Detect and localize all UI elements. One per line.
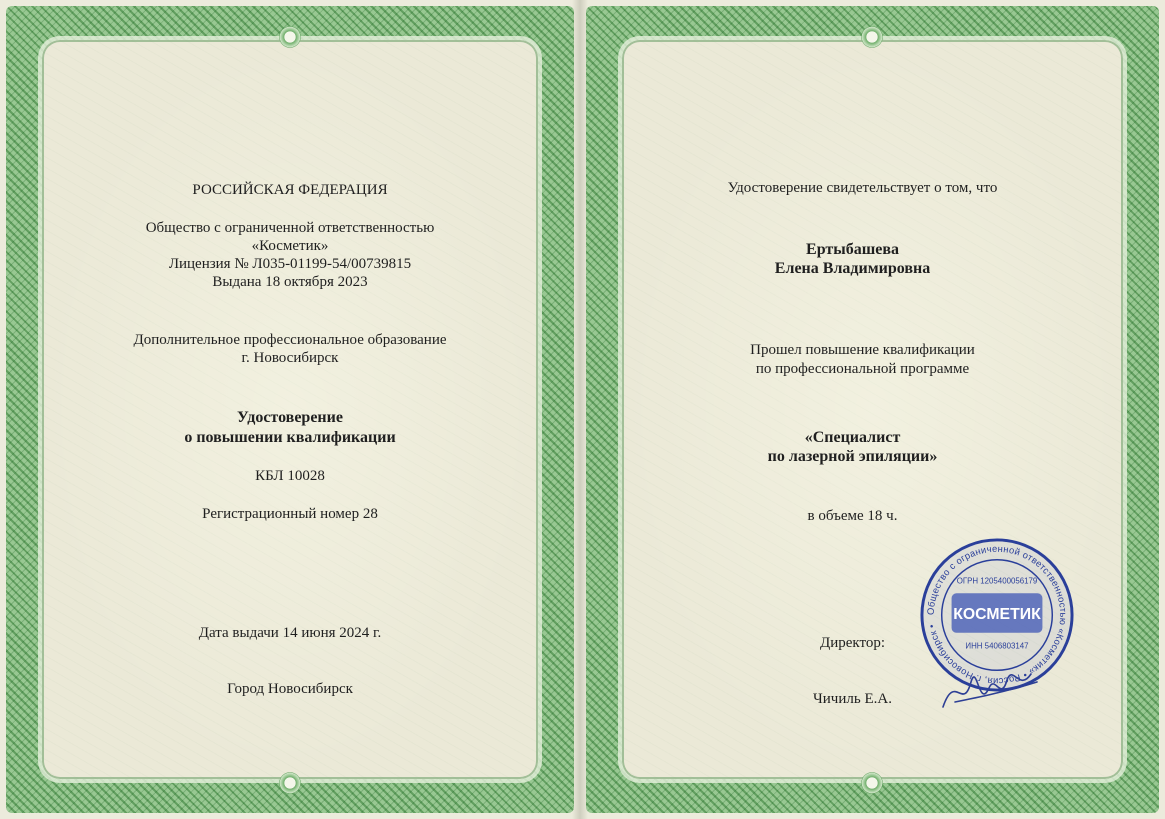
issue-city: Город Новосибирск [227,681,353,697]
top-ornament-icon [859,24,885,50]
document-title-line1: Удостоверение [237,409,343,426]
bottom-ornament-icon [277,770,303,796]
left-page [0,0,580,819]
license-issued: Выдана 18 октября 2023 [212,274,368,290]
svg-text:ОГРН 1205400056179: ОГРН 1205400056179 [956,576,1038,586]
document-title-line2: о повышении квалификации [184,429,396,446]
education-city: г. Новосибирск [241,350,339,366]
svg-text:Общество с ограниченной ответс: Общество с ограниченной ответственностью «Косметик» • Россия, г. Новосибирск • [925,543,1069,687]
holder-name: Елена Владимировна [774,260,931,277]
certifies-text: Удостоверение свидетельствует о том, что [727,180,998,196]
education-type: Дополнительное профессиональное образование [133,332,447,348]
passed-line1: Прошел повышение квалификации [750,342,975,358]
svg-text:ИНН 5406803147: ИНН 5406803147 [965,641,1029,651]
org-name-line2: «Косметик» [251,238,329,254]
issue-date: Дата выдачи 14 июня 2024 г. [198,625,382,641]
holder-surname: Ертыбашева [806,241,899,258]
country-title: РОССИЙСКАЯ ФЕДЕРАЦИЯ [192,182,388,198]
program-line1: «Специалист [804,429,901,446]
director-label: Директор: [819,635,886,651]
director-signature [935,652,1045,722]
top-ornament-icon [277,24,303,50]
svg-text:КОСМЕТИК: КОСМЕТИК [953,605,1041,623]
program-line2: по лазерной эпиляции» [767,448,938,465]
program-volume: в объеме 18 ч. [807,508,898,524]
bottom-ornament-icon [859,770,885,796]
license-number: Лицензия № Л035-01199-54/00739815 [168,256,412,272]
org-name-line1: Общество с ограниченной ответственностью [145,220,435,236]
director-name: Чичиль Е.А. [813,691,892,707]
passed-line2: по профессиональной программе [755,361,970,377]
right-page [580,0,1165,819]
document-number: КБЛ 10028 [255,468,325,484]
registration-number: Регистрационный номер 28 [202,506,378,522]
